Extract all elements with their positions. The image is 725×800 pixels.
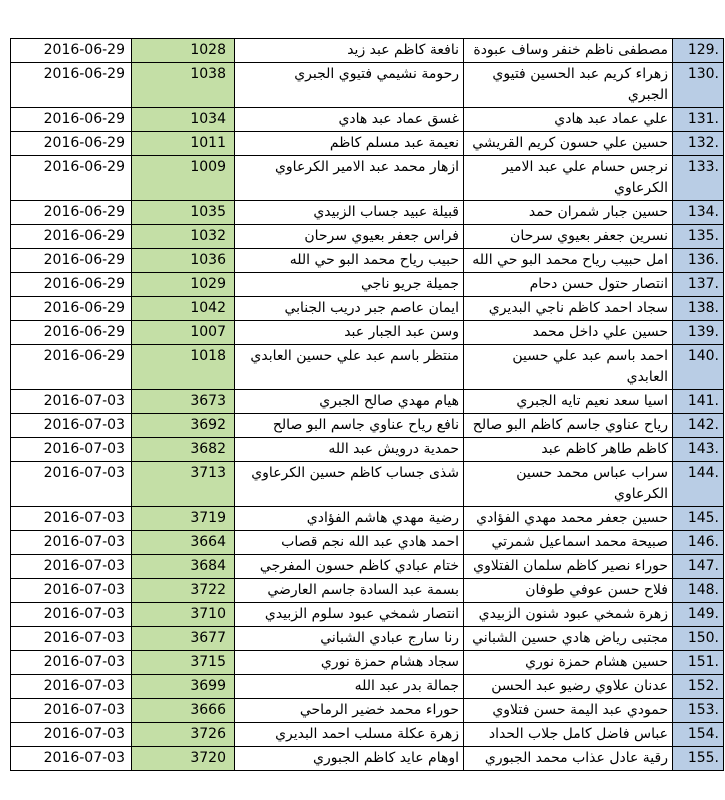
date-cell: 2016-07-03 [11,699,132,723]
code-cell: 1029 [132,273,235,297]
table-row [11,555,724,579]
guarantor-name-cell: هيام مهدي صالح الجبري [235,390,464,414]
person-name-cell: صبيحة محمد اسماعيل شمرتي [464,531,673,555]
person-name-cell: نرجس حسام علي عبد الامير الكرعاوي [464,156,673,201]
guarantor-name-cell: جمالة بدر عبد الله [235,675,464,699]
guarantor-name-cell: رحومة نشيمي فتيوي الجبري [235,63,464,108]
guarantor-name-cell: حمدية درويش عبد الله [235,438,464,462]
code-cell: 3664 [132,531,235,555]
code-cell: 3719 [132,507,235,531]
guarantor-name-cell: سجاد هشام حمزة نوري [235,651,464,675]
guarantor-name-cell: شذى جساب كاظم حسين الكرعاوي [235,462,464,507]
date-cell: 2016-07-03 [11,438,132,462]
guarantor-name-cell: انتصار شمخي عبود سلوم الزبيدي [235,603,464,627]
person-name-cell: كاظم طاهر كاظم عبد [464,438,673,462]
table-row [11,63,724,108]
row-number-cell: 137. [673,273,724,297]
code-cell: 1028 [132,39,235,63]
person-name-cell: زهرة شمخي عبود شنون الزبيدي [464,603,673,627]
row-number-cell: 139. [673,321,724,345]
date-cell: 2016-06-29 [11,297,132,321]
person-name-cell: مجتبى رياض هادي حسين الشباني [464,627,673,651]
person-name-cell: عدنان علاوي رضيو عبد الحسن [464,675,673,699]
person-name-cell: نسرين جعفر بعيوي سرحان [464,225,673,249]
code-cell: 3682 [132,438,235,462]
table-row [11,627,724,651]
date-cell: 2016-06-29 [11,108,132,132]
row-number-cell: 155. [673,747,724,771]
date-cell: 2016-07-03 [11,555,132,579]
row-number-cell: 147. [673,555,724,579]
date-cell: 2016-06-29 [11,39,132,63]
person-name-cell: علي عماد عبد هادي [464,108,673,132]
person-name-cell: حوراء نصير كاظم سلمان الفتلاوي [464,555,673,579]
code-cell: 3699 [132,675,235,699]
guarantor-name-cell: وسن عبد الجبار عبد [235,321,464,345]
row-number-cell: 144. [673,462,724,507]
date-cell: 2016-07-03 [11,531,132,555]
table-row [11,156,724,201]
date-cell: 2016-06-29 [11,321,132,345]
date-cell: 2016-06-29 [11,201,132,225]
table-row [11,675,724,699]
guarantor-name-cell: حبيب رياح محمد البو حي الله [235,249,464,273]
guarantor-name-cell: غسق عماد عبد هادي [235,108,464,132]
person-name-cell: سجاد احمد كاظم ناجي البديري [464,297,673,321]
row-number-cell: 141. [673,390,724,414]
row-number-cell: 153. [673,699,724,723]
date-cell: 2016-06-29 [11,249,132,273]
person-name-cell: مصطفى ناظم خنفر وساف عبودة [464,39,673,63]
person-name-cell: انتصار حتول حسن دحام [464,273,673,297]
guarantor-name-cell: حوراء محمد خضير الرماحي [235,699,464,723]
person-name-cell: حسين جعفر محمد مهدي الفؤادي [464,507,673,531]
code-cell: 1009 [132,156,235,201]
row-number-cell: 154. [673,723,724,747]
person-name-cell: سراب عباس محمد حسين الكرعاوي [464,462,673,507]
table-row [11,438,724,462]
code-cell: 3720 [132,747,235,771]
row-number-cell: 130. [673,63,724,108]
code-cell: 1038 [132,63,235,108]
table-row [11,651,724,675]
code-cell: 3673 [132,390,235,414]
table-row [11,747,724,771]
date-cell: 2016-06-29 [11,156,132,201]
person-name-cell: رياح عناوي جاسم كاظم البو صالح [464,414,673,438]
table-row [11,723,724,747]
row-number-cell: 150. [673,627,724,651]
code-cell: 3666 [132,699,235,723]
table-row [11,297,724,321]
guarantor-name-cell: رضية مهدي هاشم الفؤادي [235,507,464,531]
person-name-cell: عباس فاضل كامل جلاب الحداد [464,723,673,747]
date-cell: 2016-07-03 [11,414,132,438]
person-name-cell: حمودي عبد اليمة حسن فتلاوي [464,699,673,723]
table-row [11,414,724,438]
person-name-cell: زهراء كريم عبد الحسين فتيوي الجبري [464,63,673,108]
table-row [11,462,724,507]
table-row [11,225,724,249]
table-row [11,579,724,603]
date-cell: 2016-06-29 [11,273,132,297]
code-cell: 1018 [132,345,235,390]
date-cell: 2016-06-29 [11,345,132,390]
person-name-cell: رقية عادل عذاب محمد الجبوري [464,747,673,771]
person-name-cell: حسين هشام حمزة نوري [464,651,673,675]
row-number-cell: 149. [673,603,724,627]
table-row [11,531,724,555]
code-cell: 1036 [132,249,235,273]
code-cell: 1032 [132,225,235,249]
row-number-cell: 145. [673,507,724,531]
table-row [11,108,724,132]
row-number-cell: 138. [673,297,724,321]
guarantor-name-cell: منتظر باسم عبد علي حسين العابدي [235,345,464,390]
table-row [11,603,724,627]
guarantor-name-cell: نافعة كاظم عبد زيد [235,39,464,63]
row-number-cell: 129. [673,39,724,63]
code-cell: 1011 [132,132,235,156]
date-cell: 2016-06-29 [11,63,132,108]
table-row [11,345,724,390]
row-number-cell: 133. [673,156,724,201]
date-cell: 2016-07-03 [11,507,132,531]
person-name-cell: احمد باسم عبد علي حسين العابدي [464,345,673,390]
guarantor-name-cell: نعيمة عبد مسلم كاظم [235,132,464,156]
date-cell: 2016-07-03 [11,603,132,627]
table-row [11,699,724,723]
row-number-cell: 152. [673,675,724,699]
person-name-cell: اسيا سعد نعيم تايه الجبري [464,390,673,414]
date-cell: 2016-07-03 [11,390,132,414]
code-cell: 3692 [132,414,235,438]
table-row [11,273,724,297]
guarantor-name-cell: بسمة عبد السادة جاسم العارضي [235,579,464,603]
row-number-cell: 135. [673,225,724,249]
person-name-cell: حسين علي داخل محمد [464,321,673,345]
row-number-cell: 134. [673,201,724,225]
code-cell: 3677 [132,627,235,651]
table-row [11,321,724,345]
code-cell: 3710 [132,603,235,627]
date-cell: 2016-07-03 [11,675,132,699]
code-cell: 1042 [132,297,235,321]
date-cell: 2016-07-03 [11,651,132,675]
guarantor-name-cell: نافع رياح عناوي جاسم البو صالح [235,414,464,438]
row-number-cell: 151. [673,651,724,675]
guarantor-name-cell: احمد هادي عبد الله نجم قصاب [235,531,464,555]
row-number-cell: 132. [673,132,724,156]
code-cell: 3715 [132,651,235,675]
date-cell: 2016-07-03 [11,579,132,603]
code-cell: 1034 [132,108,235,132]
row-number-cell: 146. [673,531,724,555]
row-number-cell: 143. [673,438,724,462]
date-cell: 2016-07-03 [11,462,132,507]
table-row [11,201,724,225]
guarantor-name-cell: ايمان عاصم جبر دريب الجنابي [235,297,464,321]
guarantor-name-cell: قبيلة عبيد جساب الزبيدي [235,201,464,225]
person-name-cell: حسين علي حسون كريم القريشي [464,132,673,156]
guarantor-name-cell: زهرة عكلة مسلب احمد البديري [235,723,464,747]
code-cell: 1007 [132,321,235,345]
code-cell: 3722 [132,579,235,603]
guarantor-name-cell: فراس جعفر بعيوي سرحان [235,225,464,249]
code-cell: 3726 [132,723,235,747]
names-table-body [11,39,724,771]
table-row [11,249,724,273]
person-name-cell: فلاح حسن عوفي طوفان [464,579,673,603]
table-row [11,390,724,414]
guarantor-name-cell: اوهام عايد كاظم الجبوري [235,747,464,771]
date-cell: 2016-07-03 [11,747,132,771]
date-cell: 2016-06-29 [11,225,132,249]
row-number-cell: 136. [673,249,724,273]
code-cell: 3684 [132,555,235,579]
date-cell: 2016-07-03 [11,627,132,651]
table-row [11,39,724,63]
guarantor-name-cell: جميلة جريو ناجي [235,273,464,297]
guarantor-name-cell: ازهار محمد عبد الامير الكرعاوي [235,156,464,201]
row-number-cell: 131. [673,108,724,132]
table-row [11,132,724,156]
row-number-cell: 142. [673,414,724,438]
code-cell: 3713 [132,462,235,507]
person-name-cell: حسين جبار شمران حمد [464,201,673,225]
date-cell: 2016-06-29 [11,132,132,156]
code-cell: 1035 [132,201,235,225]
guarantor-name-cell: رنا سارج عبادي الشباني [235,627,464,651]
guarantor-name-cell: ختام عبادي كاظم حسون المفرجي [235,555,464,579]
date-cell: 2016-07-03 [11,723,132,747]
names-table [10,38,724,771]
row-number-cell: 140. [673,345,724,390]
row-number-cell: 148. [673,579,724,603]
table-row [11,507,724,531]
person-name-cell: امل حبيب رياح محمد البو حي الله [464,249,673,273]
